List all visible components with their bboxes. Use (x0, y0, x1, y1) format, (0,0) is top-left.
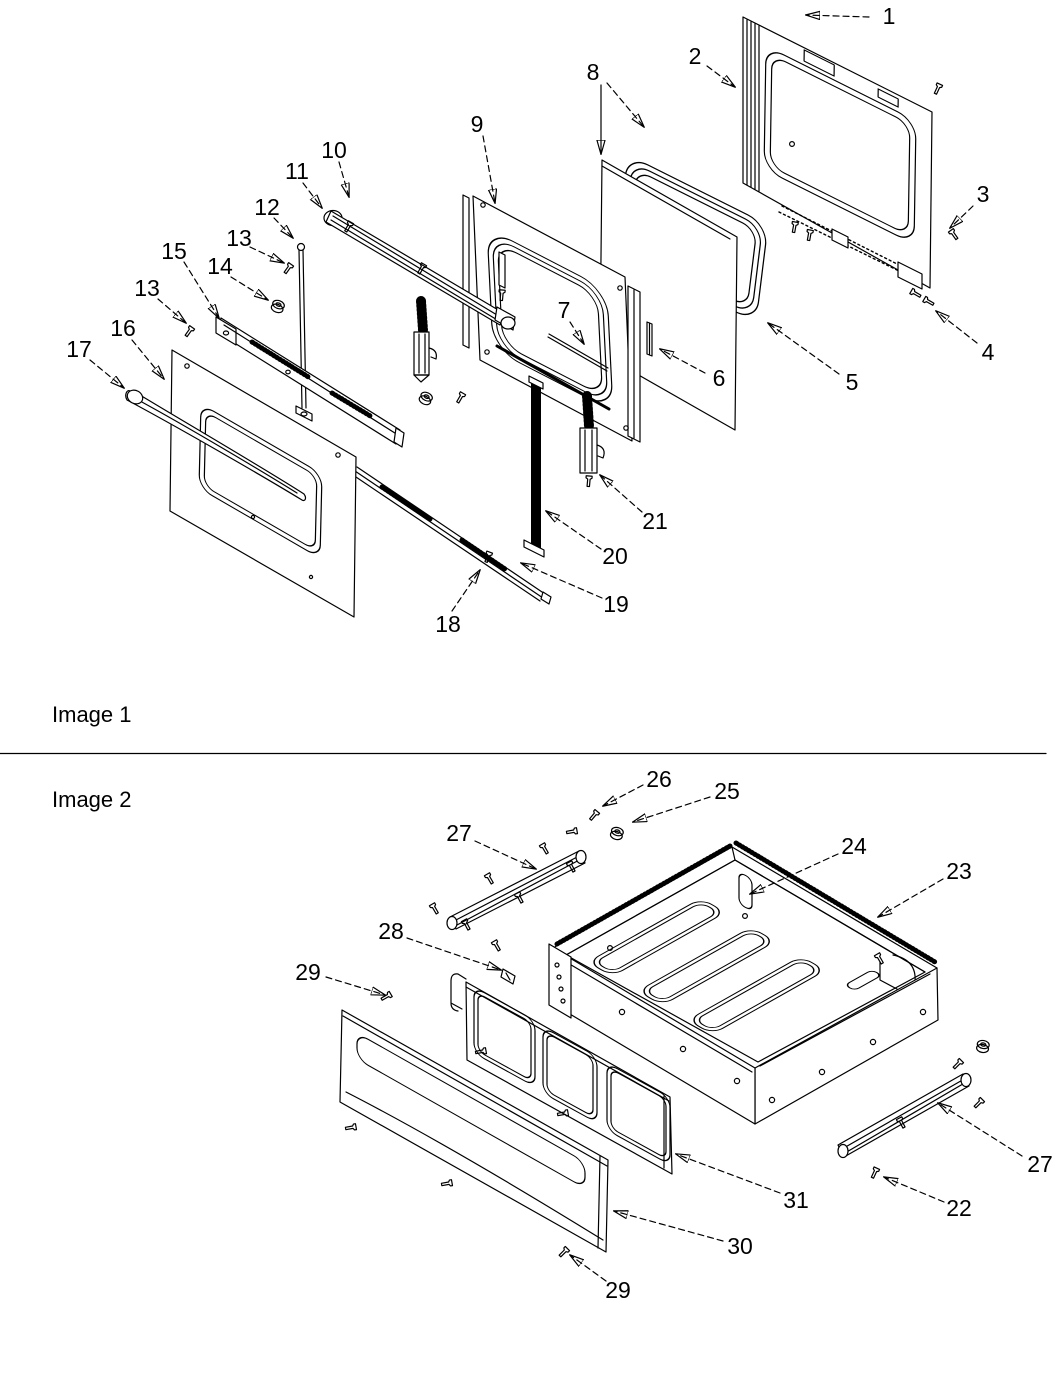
callout-number-13: 13 (226, 225, 252, 251)
callout-leader-31 (676, 1154, 780, 1193)
callout-number-3: 3 (976, 181, 990, 207)
callout-leader-21 (600, 475, 642, 512)
callout-number-23: 23 (946, 858, 972, 884)
callout-leader-8 (607, 83, 644, 127)
grommet-icon (610, 826, 625, 841)
callout-number-30: 30 (727, 1233, 753, 1259)
figure-label-image-2: Image 2 (52, 787, 132, 812)
grommet-icon (270, 299, 285, 314)
callout-leader-28 (407, 938, 501, 970)
callout-number-31: 31 (783, 1187, 809, 1213)
grommet-icon (418, 390, 434, 406)
callout-number-17: 17 (66, 336, 92, 362)
callout-leader-30 (614, 1211, 723, 1241)
part-side-strip (647, 322, 652, 356)
screw-icon (870, 1167, 880, 1179)
callout-leader-3 (950, 206, 973, 228)
callout-number-15: 15 (161, 238, 187, 264)
callout-number-12: 12 (254, 194, 280, 220)
screw-icon (455, 392, 465, 404)
screw-icon (791, 222, 799, 233)
callout-number-24: 24 (841, 833, 867, 859)
screw-icon (933, 83, 943, 95)
callout-leader-29 (570, 1255, 606, 1281)
part-door-latch-left (414, 301, 466, 406)
callout-number-19: 19 (603, 591, 629, 617)
part-outer-door-panel (743, 17, 959, 307)
screw-icon (441, 1180, 452, 1188)
screw-icon (910, 288, 922, 298)
part-retainer-strip (524, 376, 544, 557)
screw-icon (283, 263, 294, 275)
callout-number-27: 27 (446, 820, 472, 846)
callout-number-28: 28 (378, 918, 404, 944)
callout-leader-14 (231, 277, 268, 300)
screw-icon (539, 843, 549, 855)
callout-number-16: 16 (110, 315, 136, 341)
callout-leader-25 (633, 797, 710, 822)
callout-leader-26 (603, 785, 643, 806)
screw-icon (345, 1124, 356, 1132)
callout-number-20: 20 (602, 543, 628, 569)
screw-icon (484, 873, 494, 885)
callout-leader-27 (938, 1103, 1022, 1156)
labels-layer (52, 702, 132, 812)
callout-leader-11 (303, 183, 322, 208)
callout-leader-9 (483, 136, 495, 203)
part-bottom-trim (353, 467, 551, 604)
callout-leader-13 (250, 247, 284, 263)
callout-number-4: 4 (981, 339, 995, 365)
callout-number-9: 9 (470, 111, 484, 137)
callout-leader-2 (707, 66, 735, 87)
part-slide-rail-top (447, 851, 586, 931)
figure-label-image-1: Image 1 (52, 702, 132, 727)
callout-number-29: 29 (295, 959, 321, 985)
callout-number-10: 10 (321, 137, 347, 163)
callout-number-25: 25 (714, 778, 740, 804)
screw-icon (380, 991, 392, 1001)
callout-leader-12 (274, 218, 293, 238)
callout-leader-17 (90, 360, 124, 388)
callout-number-13: 13 (134, 275, 160, 301)
screw-icon (429, 903, 439, 915)
callout-leader-5 (768, 323, 839, 374)
callout-number-11: 11 (285, 158, 309, 184)
callout-leader-4 (936, 311, 977, 343)
figure-image-1-art (125, 17, 959, 617)
callout-number-29: 29 (605, 1277, 631, 1303)
callout-leader-27 (475, 841, 536, 869)
callout-leader-19 (521, 563, 602, 598)
screw-icon (923, 296, 935, 306)
screw-icon (588, 810, 599, 822)
callout-number-2: 2 (688, 43, 702, 69)
callout-number-14: 14 (207, 253, 233, 279)
callout-leader-16 (132, 340, 164, 379)
callout-number-5: 5 (845, 369, 859, 395)
screw-icon (952, 1058, 964, 1070)
figure-image-2-art (340, 810, 990, 1259)
grommet-icon (976, 1040, 990, 1054)
screw-icon (491, 940, 501, 952)
screw-icon (184, 326, 195, 338)
callout-leader-13 (158, 299, 186, 323)
callout-number-1: 1 (882, 3, 896, 29)
callout-number-26: 26 (646, 766, 672, 792)
callout-leader-1 (806, 15, 869, 17)
callout-leader-18 (452, 570, 480, 611)
callout-number-8: 8 (586, 59, 600, 85)
callout-number-7: 7 (557, 297, 571, 323)
callout-leader-23 (878, 879, 943, 917)
callout-number-18: 18 (435, 611, 461, 637)
callout-number-21: 21 (642, 508, 668, 534)
screw-icon (558, 1246, 570, 1258)
callout-number-22: 22 (946, 1195, 972, 1221)
screw-icon (973, 1097, 985, 1109)
callout-number-27: 27 (1027, 1151, 1053, 1177)
part-slide-rail-bottom (838, 1074, 985, 1158)
callout-leader-22 (884, 1177, 944, 1202)
screw-icon (948, 229, 959, 241)
part-retainer-clip (501, 969, 515, 984)
callout-leader-29 (326, 977, 385, 995)
callout-leader-20 (546, 511, 601, 549)
callout-number-6: 6 (712, 365, 726, 391)
screw-icon (806, 230, 814, 241)
callout-leader-10 (339, 162, 349, 197)
screw-icon (585, 476, 592, 487)
part-hinge-rod (296, 244, 312, 422)
screw-icon (566, 828, 577, 836)
